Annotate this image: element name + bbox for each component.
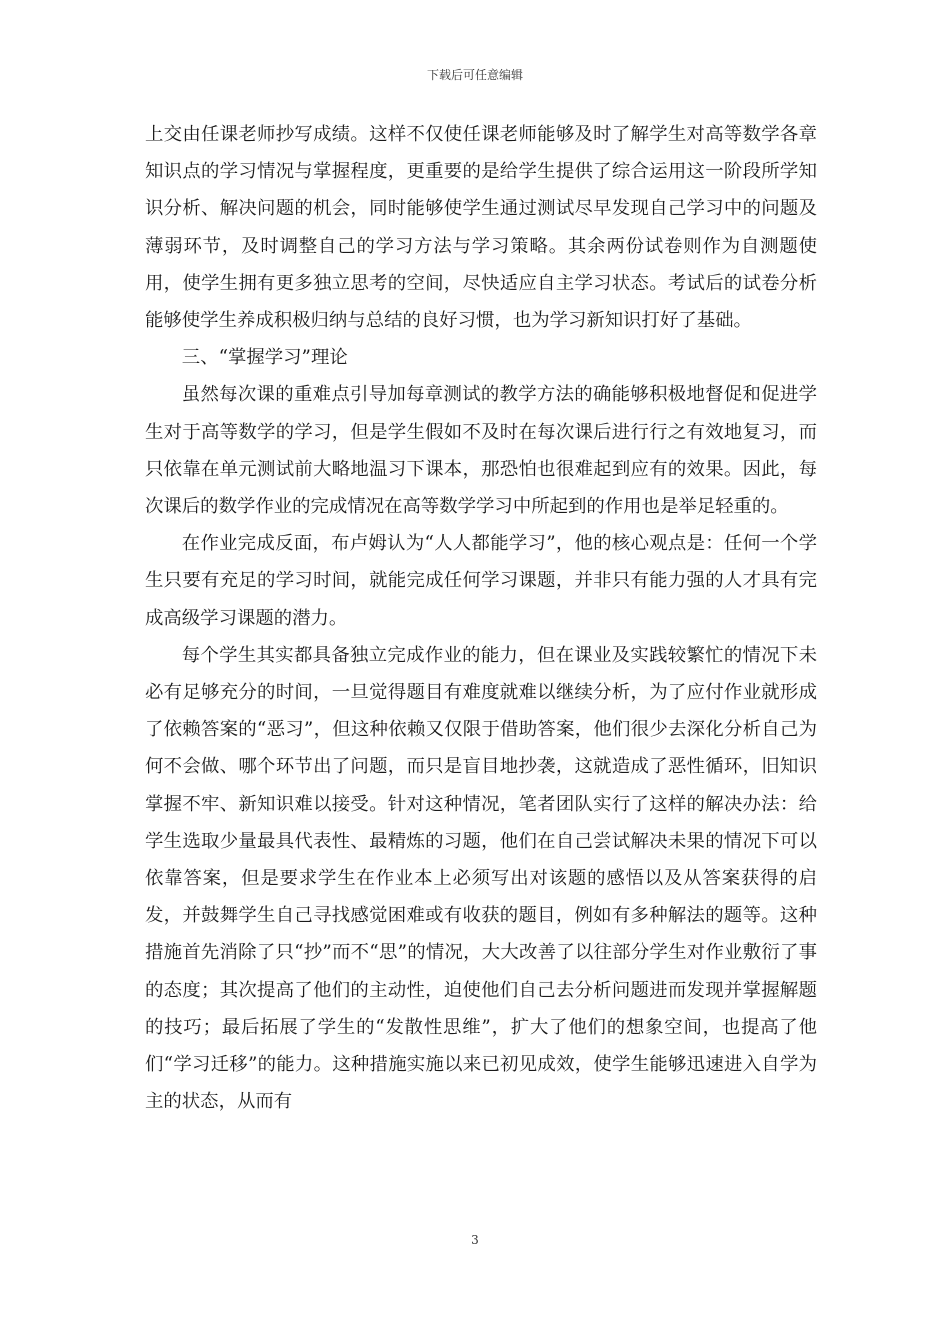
- paragraph: 每个学生其实都具备独立完成作业的能力，但在课业及实践较繁忙的情况下未必有足够充分的时间，一旦觉得题目有难度就难以继续分析，为了应付作业就形成了依赖答案的“恶习”，但这种依赖又仅限于借助答案，他们很少去深化分析自己为何不会做、哪个环节出了问题，而只是盲目地抄袭，这就造成了恶性循环，旧知识掌握不牢、新知识难以接受。针对这种情况，笔者团队实行了这样的解决办法：给学生选取少量最具代表性、最精炼的习题，他们在自己尝试解决未果的情况下可以依靠答案，但是要求学生在作业本上必须写出对该题的感悟以及从答案获得的启发，并鼓舞学生自己寻找感觉困难或有收获的题目，例如有多种解法的题等。这种措施首先消除了只“抄”而不“思”的情况，大大改善了以往部分学生对作业敷衍了事的态度；其次提高了他们的主动性，迫使他们自己去分析问题进而发现并掌握解题的技巧；最后拓展了学生的“发散性思维”，扩大了他们的想象空间，也提高了他们“学习迁移”的能力。这种措施实施以来已初见成效，使学生能够迅速进入自学为主的状态，从而有: [145, 644, 817, 1113]
- document-body: [145, 116, 817, 1120]
- header-note: 下载后可任意编辑: [426, 68, 523, 82]
- paragraph: 在作业完成反面，布卢姆认为“人人都能学习”，他的核心观点是：任何一个学生只要有充足的学习时间，就能完成任何学习课题，并非只有能力强的人才具有完成高级学习课题的潜力。: [145, 533, 817, 629]
- section-heading: 三、“掌握学习”理论: [181, 347, 348, 369]
- page-number: 3: [471, 1233, 479, 1247]
- paragraph: 虽然每次课的重难点引导加每章测试的教学方法的确能够积极地督促和促进学生对于高等数学的学习，但是学生假如不及时在每次课后进行行之有效地复习，而只依靠在单元测试前大略地温习下课本，那恐怕也很难起到应有的效果。因此，每次课后的数学作业的完成情况在高等数学学习中所起到的作用也是举足轻重的。: [145, 384, 817, 518]
- paragraph-continuation: 上交由任课老师抄写成绩。这样不仅使任课老师能够及时了解学生对高等数学各章知识点的学习情况与掌握程度，更重要的是给学生提供了综合运用这一阶段所学知识分析、解决问题的机会，同时能够使学生通过测试尽早发现自己学习中的问题及薄弱环节，及时调整自己的学习方法与学习策略。其余两份试卷则作为自测题使用，使学生拥有更多独立思考的空间，尽快适应自主学习状态。考试后的试卷分析能够使学生养成积极归纳与总结的良好习惯，也为学习新知识打好了基础。: [145, 124, 817, 332]
